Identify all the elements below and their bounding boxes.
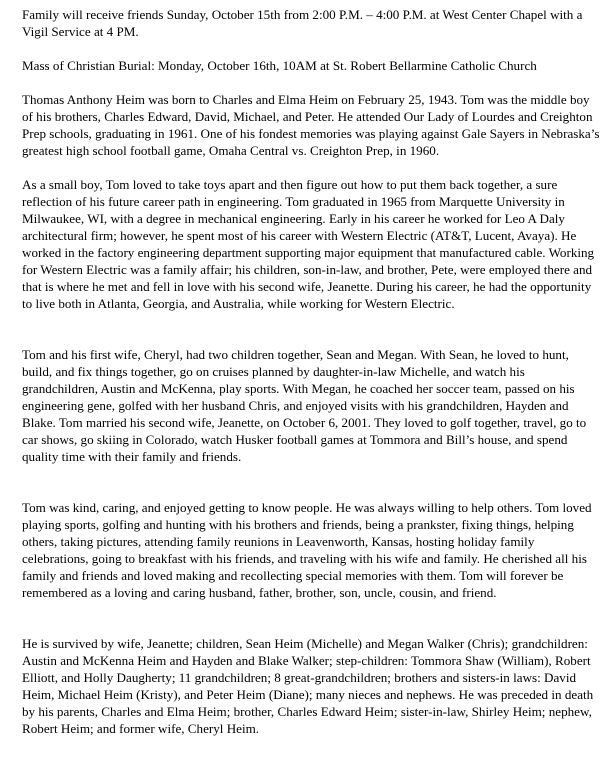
visitation-paragraph: Family will receive friends Sunday, October 15th from 2:00 P.M. – 4:00 P.M. at West Center Chapel with a Vigil Service at 4 PM. [22,7,583,39]
mass-paragraph: Mass of Christian Burial: Monday, October 16th, 10AM at St. Robert Bellarmine Catholic Church [22,58,537,73]
biography-career-paragraph: As a small boy, Tom loved to take toys apart and then figure out how to put them back together, a sure reflection of his future career path in engineering. Tom graduated in 1965 from Marquette University in Milwaukee, WI, with a degree in mechanical engineering. Early in his career he worked for Leo A Daly architectural firm; however, he spent most of his career with Western Electric (AT&T, Lucent, Avaya). He worked in the factory engineering department supporting major equipment that manufactured cable. Working for Western Electric was a family affair; his children, son-in-law, and brother, Pete, were employed there and that is where he met and fell in love with his second wife, Jeanette. During his career, he had the opportunity to live both in Atlanta, Georgia, and Australia, while working for Western Electric. [22,177,595,311]
biography-family-paragraph: Tom and his first wife, Cheryl, had two children together, Sean and Megan. With Sean, he loved to hunt, build, and fix things together, go on cruises planned by daughter-in-law Michelle, and watch his grandchildren, Austin and McKenna, play sports. With Megan, he coached her soccer team, passed on his engineering gene, golfed with her husband Chris, and enjoyed visits with his grandchildren, Hayden and Blake. Tom married his second wife, Jeanette, on October 6, 2001. They loved to golf together, travel, go to car shows, go skiing in Colorado, watch Husker football games at Tommora and Bill’s house, and spend quality time with their family and friends. [22,347,587,464]
biography-character-paragraph: Tom was kind, caring, and enjoyed getting to know people. He was always willing to help others. Tom loved playing sports, golfing and hunting with his brothers and friends, being a prankster, fixing things, helping others, taking pictures, attending family reunions in Leavenworth, Kansas, hosting holiday family celebrations, going to breakfast with his friends, and traveling with his wife and family. He cherished all his family and friends and loved making and recollecting special memories with them. Tom will forever be remembered as a loving and caring husband, father, brother, son, uncle, cousin, and friend. [22,500,592,600]
biography-early-life-paragraph: Thomas Anthony Heim was born to Charles and Elma Heim on February 25, 1943. Tom was the middle boy of his brothers, Charles Edward, David, Michael, and Peter. He attended Our Lady of Lourdes and Creighton Prep schools, graduating in 1961. One of his fondest memories was playing against Gale Sayers in Nebraska’s greatest high school football game, Omaha Central vs. Creighton Prep, in 1960. [22,92,600,158]
survivors-paragraph: He is survived by wife, Jeanette; children, Sean Heim (Michelle) and Megan Walker (Chris); grandchildren: Austin and McKenna Heim and Hayden and Blake Walker; step-children: Tommora Shaw (William), Robert Elliott, and Holly Daugherty; 11 grandchildren; 8 great-grandchildren; brothers and sisters-in laws: David Heim, Michael Heim (Kristy), and Peter Heim (Diane); many nieces and nephews. He was preceded in death by his parents, Charles and Elma Heim; brother, Charles Edward Heim; sister-in-law, Shirley Heim; nephew, Robert Heim; and former wife, Cheryl Heim. [22,636,594,736]
